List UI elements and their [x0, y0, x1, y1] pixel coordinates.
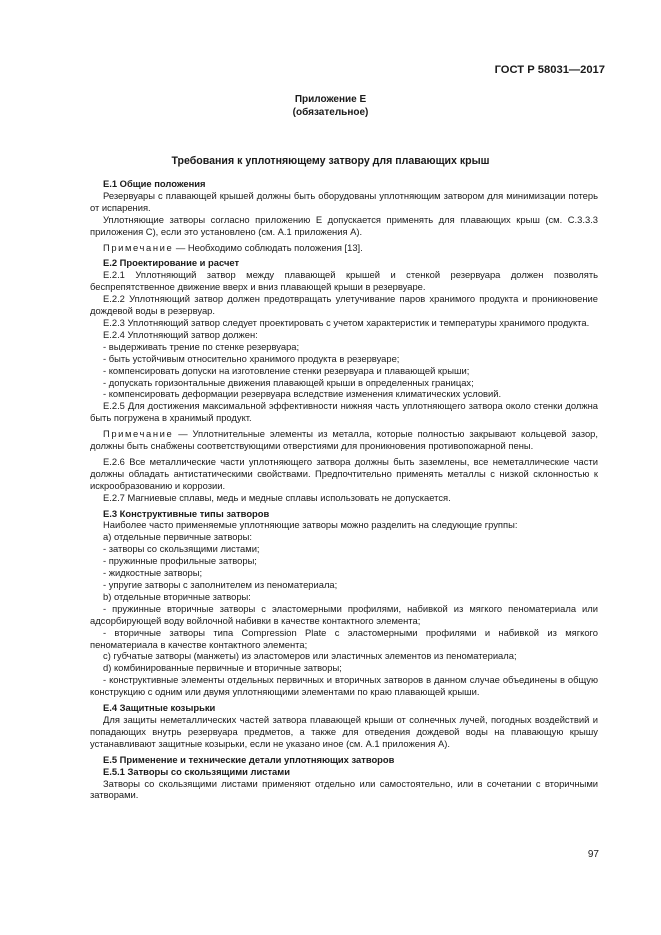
paragraph: Е.2.5 Для достижения максимальной эффективности нижняя часть уплотняющего затвора около стенки должна быть погружена в хранимый продукт. — [90, 400, 598, 424]
main-title: Требования к уплотняющему затвору для плавающих крыш — [171, 155, 490, 167]
paragraph: Затворы со скользящими листами применяют отдельно или самостоятельно, или в сочетании с вторичными затворами. — [90, 777, 598, 801]
section-heading-e5: Е.5 Применение и технические детали уплотняющих затворов — [103, 753, 395, 765]
document-code: ГОСТ Р 58031—2017 — [494, 64, 605, 76]
paragraph: Уплотняющие затворы согласно приложению Е допускается применять для плавающих крыш (см. С.3.3.3 приложения С), если это установлено (см. А.1 приложения А). — [90, 213, 598, 237]
list-item: а) отдельные первичные затворы: — [103, 531, 252, 543]
list-item: - компенсировать допуски на изготовление стенки резервуара и плавающей крыши; — [103, 364, 470, 376]
paragraph: Для защиты неметаллических частей затвора плавающей крыши от солнечных лучей, погодных воздействий и попадающих внутрь резервуара предметов, а также для отведения дождевой воды на плавающую крышу устанавливают защитные козырьки, если не указано иное (см. А.1 приложения А). — [90, 713, 598, 749]
list-item: - быть устойчивым относительно хранимого продукта в резервуаре; — [103, 352, 400, 364]
page-number: 97 — [587, 849, 599, 860]
paragraph: Е.2.3 Уплотняющий затвор следует проектировать с учетом характеристик и температуры хранимого продукта. — [103, 316, 590, 328]
paragraph: Е.2.7 Магниевые сплавы, медь и медные сплавы использовать не допускается. — [103, 491, 451, 503]
list-item: - компенсировать деформации резервуара вследствие изменения климатических условий. — [103, 388, 502, 400]
section-heading-e1: Е.1 Общие положения — [103, 178, 206, 189]
note — [90, 428, 598, 452]
list-item: - допускать горизонтальные движения плавающей крыши в определенных границах; — [103, 376, 474, 388]
section-heading-e3: Е.3 Конструктивные типы затворов — [103, 507, 270, 519]
paragraph: Резервуары с плавающей крышей должны быть оборудованы уплотняющим затвором для минимизации потерь от испарения. — [90, 189, 598, 213]
list-item: - конструктивные элементы отдельных первичных и вторичных затворов в данном случае объединены в общую конструкцию с одним или двумя уплотняющими элементами по краю плавающей крыши. — [90, 674, 598, 698]
paragraph: Е.2.4 Уплотняющий затвор должен: — [103, 328, 258, 340]
list-item: - вторичные затворы типа Compression Plate с эластомерными профилями и набивкой из мягкого пеноматериала в качестве контактного элемента; — [90, 626, 598, 650]
appendix-heading — [0, 93, 661, 119]
document-body — [90, 178, 598, 801]
list-item: - выдерживать трение по стенке резервуара; — [103, 340, 300, 352]
appendix-status: (обязательное) — [292, 107, 369, 118]
note-label: Примечание — [103, 241, 174, 253]
appendix-title: Приложение Е — [294, 94, 367, 105]
list-item: - жидкостные затворы; — [103, 567, 203, 579]
list-item: b) отдельные вторичные затворы: — [103, 590, 251, 602]
list-item: - пружинные вторичные затворы с эластомерными профилями, набивкой из мягкого пеноматериала или адсорбирующей воду войлочной набивки в качестве контактного элемента; — [90, 602, 598, 626]
paragraph: Е.2.1 Уплотняющий затвор между плавающей крышей и стенкой резервуара должен позволять беспрепятственное движение вверх и вниз плавающей крыши в резервуаре. — [90, 269, 598, 293]
note-text: — Необходимо соблюдать положения [13]. — [173, 241, 363, 253]
paragraph: Е.2.6 Все металлические части уплотняющего затвора должны быть заземлены, все неметаллические части должны обладать антистатическими свойствами. Предпочтительно применять металлы с низкой склонностью к искрообразованию и коррозии. — [90, 455, 598, 491]
note-label: Примечание — [103, 428, 174, 440]
section-heading-e4: Е.4 Защитные козырьки — [103, 702, 216, 714]
paragraph: Е.2.2 Уплотняющий затвор должен предотвращать улетучивание паров хранимого продукта и проникновение дождевой воды в резервуар. — [90, 293, 598, 317]
note — [90, 242, 598, 254]
list-item: с) губчатые затворы (манжеты) из эластомеров или эластичных элементов из пеноматериала; — [103, 650, 517, 662]
list-item: - упругие затворы с заполнителем из пеноматериала; — [103, 579, 338, 590]
list-item: - затворы со скользящими листами; — [103, 543, 260, 555]
subsection-heading-e5-1: Е.5.1 Затворы со скользящими листами — [103, 765, 290, 777]
list-item: d) комбинированные первичные и вторичные затворы; — [103, 662, 342, 674]
list-item: - пружинные профильные затворы; — [103, 555, 257, 567]
section-heading-e2: Е.2 Проектирование и расчет — [103, 257, 240, 269]
paragraph: Наиболее часто применяемые уплотняющие затворы можно разделить на следующие группы: — [103, 519, 518, 531]
note-text: — Уплотнительные элементы из металла, которые полностью закрывают кольцевой зазор, должны быть снабжены соответствующими отверстиями для проникновения противопожарной пены. — [90, 428, 598, 452]
